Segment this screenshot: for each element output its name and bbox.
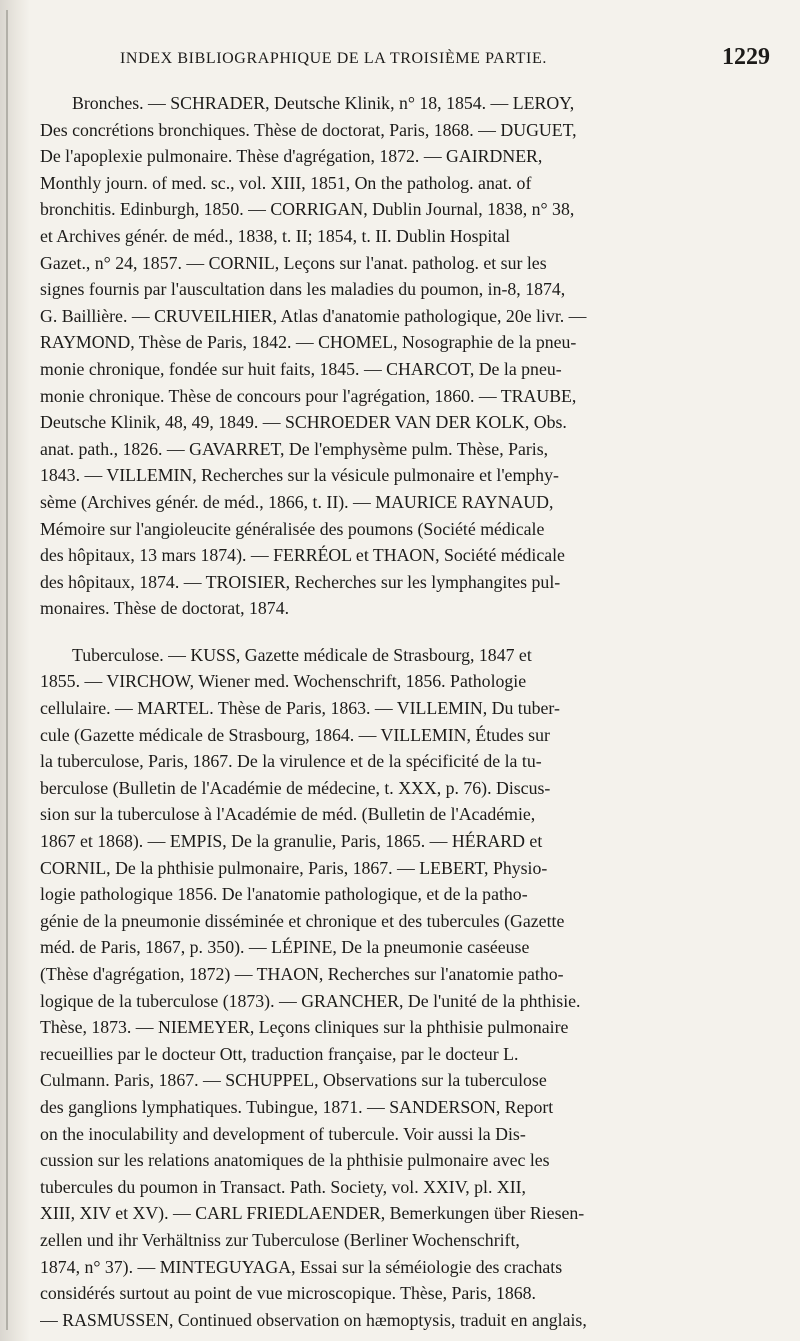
text-line: Bronches. — SCHRADER, Deutsche Klinik, n° 18, 1854. — LEROY,	[72, 93, 575, 113]
page-number: 1229	[722, 44, 770, 70]
text-line: berculose (Bulletin de l'Académie de médecine, t. XXX, p. 76). Discus-	[40, 777, 551, 798]
section-bronches	[40, 90, 770, 622]
text-line: et Archives génér. de méd., 1838, t. II; 1854, t. II. Dublin Hospital	[40, 225, 511, 246]
text-line: CORNIL, De la phthisie pulmonaire, Paris, 1867. — LEBERT, Physio-	[40, 857, 548, 878]
text-line: 1855. — VIRCHOW, Wiener med. Wochenschrift, 1856. Pathologie	[40, 671, 527, 692]
bibliography-text	[40, 90, 770, 1333]
text-line: 1843. — VILLEMIN, Recherches sur la vésicule pulmonaire et l'emphy-	[40, 465, 559, 486]
text-line: De l'apoplexie pulmonaire. Thèse d'agrégation, 1872. — GAIRDNER,	[40, 146, 543, 167]
text-line: zellen und ihr Verhältniss zur Tuberculose (Berliner Wochenschrift,	[40, 1229, 520, 1250]
text-line: XIII, XIV et XV). — CARL FRIEDLAENDER, Bemerkungen über Riesen-	[40, 1203, 585, 1224]
section-gap	[40, 622, 770, 642]
text-line: on the inoculability and development of tubercule. Voir aussi la Dis-	[40, 1123, 526, 1144]
text-line: cule (Gazette médicale de Strasbourg, 1864. — VILLEMIN, Études sur	[40, 724, 550, 745]
text-line: recueillies par le docteur Ott, traduction française, par le docteur L.	[40, 1043, 519, 1064]
text-line: 1874, n° 37). — MINTEGUYAGA, Essai sur la séméiologie des crachats	[40, 1256, 563, 1277]
text-line: méd. de Paris, 1867, p. 350). — LÉPINE, De la pneumonie caséeuse	[40, 937, 530, 958]
text-line: Gazet., n° 24, 1857. — CORNIL, Leçons sur l'anat. patholog. et sur les	[40, 252, 547, 273]
text-line: génie de la pneumonie disséminée et chronique et des tubercules (Gazette	[40, 910, 565, 931]
text-line: logie pathologique 1856. De l'anatomie pathologique, et de la patho-	[40, 884, 528, 905]
text-line: Mémoire sur l'angioleucite généralisée des poumons (Société médicale	[40, 518, 545, 539]
text-line: monaires. Thèse de doctorat, 1874.	[40, 598, 290, 619]
text-line: cussion sur les relations anatomiques de la phthisie pulmonaire avec les	[40, 1150, 550, 1171]
text-line: sion sur la tuberculose à l'Académie de méd. (Bulletin de l'Académie,	[40, 804, 536, 825]
page-gutter	[0, 0, 30, 1341]
header-title: INDEX BIBLIOGRAPHIQUE DE LA TROISIÈME PARTIE.	[120, 50, 547, 67]
text-line: logique de la tuberculose (1873). — GRANCHER, De l'unité de la phthisie.	[40, 990, 581, 1011]
text-line: Tuberculose. — KUSS, Gazette médicale de Strasbourg, 1847 et	[72, 644, 532, 665]
text-line: signes fournis par l'auscultation dans les maladies du poumon, in-8, 1874,	[40, 279, 566, 300]
text-line: monie chronique. Thèse de concours pour l'agrégation, 1860. — TRAUBE,	[40, 385, 577, 406]
text-line: (Thèse d'agrégation, 1872) — THAON, Recherches sur l'anatomie patho-	[40, 964, 564, 984]
text-line: cellulaire. — MARTEL. Thèse de Paris, 1863. — VILLEMIN, Du tuber-	[40, 698, 560, 719]
text-line: la tuberculose, Paris, 1867. De la virulence et de la spécificité de la tu-	[40, 751, 542, 772]
running-header	[120, 44, 770, 74]
text-line: G. Baillière. — CRUVEILHIER, Atlas d'anatomie pathologique, 20e livr. —	[40, 305, 587, 326]
text-line: des hôpitaux, 1874. — TROISIER, Recherches sur les lymphangites pul-	[40, 571, 561, 592]
text-line: considérés surtout au point de vue microscopique. Thèse, Paris, 1868.	[40, 1283, 536, 1304]
text-line: Monthly journ. of med. sc., vol. XIII, 1851, On the patholog. anat. of	[40, 172, 532, 193]
binding-edge	[6, 10, 8, 1330]
text-line: des hôpitaux, 13 mars 1874). — FERRÉOL et THAON, Société médicale	[40, 545, 565, 566]
text-line: 1867 et 1868). — EMPIS, De la granulie, Paris, 1865. — HÉRARD et	[40, 831, 543, 852]
text-line: Culmann. Paris, 1867. — SCHUPPEL, Observations sur la tuberculose	[40, 1070, 547, 1091]
text-line: monie chronique, fondée sur huit faits, 1845. — CHARCOT, De la pneu-	[40, 358, 562, 379]
text-line: — RASMUSSEN, Continued observation on hæmoptysis, traduit en anglais,	[40, 1309, 587, 1330]
text-line: tubercules du poumon in Transact. Path. Society, vol. XXIV, pl. XII,	[40, 1176, 526, 1197]
text-line: Deutsche Klinik, 48, 49, 1849. — SCHROEDER VAN DER KOLK, Obs.	[40, 412, 567, 433]
text-line: sème (Archives génér. de méd., 1866, t. II). — MAURICE RAYNAUD,	[40, 491, 554, 512]
text-line: bronchitis. Edinburgh, 1850. — CORRIGAN, Dublin Journal, 1838, n° 38,	[40, 199, 575, 220]
section-tuberculose	[40, 642, 770, 1333]
text-line: RAYMOND, Thèse de Paris, 1842. — CHOMEL, Nosographie de la pneu-	[40, 332, 577, 353]
text-line: anat. path., 1826. — GAVARRET, De l'emphysème pulm. Thèse, Paris,	[40, 438, 549, 459]
text-line: Des concrétions bronchiques. Thèse de doctorat, Paris, 1868. — DUGUET,	[40, 119, 577, 140]
text-line: des ganglions lymphatiques. Tubingue, 1871. — SANDERSON, Report	[40, 1096, 554, 1117]
text-line: Thèse, 1873. — NIEMEYER, Leçons cliniques sur la phthisie pulmonaire	[40, 1017, 569, 1038]
